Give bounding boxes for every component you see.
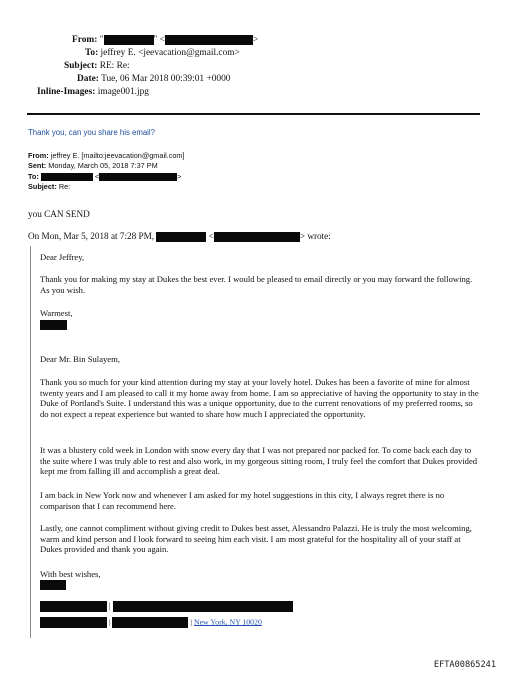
letter-greeting: Dear Mr. Bin Sulayem, bbox=[40, 354, 120, 364]
to-value: jeffrey E. <jeevacation@gmail.com> bbox=[100, 48, 240, 58]
letter-paragraph-4: Lastly, one cannot compliment without giving credit to Dukes best asset, Alessandro Palazzi. He is truly the most welcoming, warm and kind person and I look forward to seeing him each visit. I am most grateful for the hospitality all of your staff at Dukes provided and thank you again. bbox=[40, 523, 472, 555]
inline-images-value: image001.jpg bbox=[97, 87, 149, 97]
quoted-to-gt: > bbox=[177, 171, 182, 181]
letter-closing: With best wishes, bbox=[40, 569, 101, 579]
redaction bbox=[156, 232, 206, 242]
letter-paragraph-3: I am back in New York now and whenever I am asked for my hotel suggestions in this city, I always regret there is no comparison that I can recommend here. bbox=[40, 490, 445, 511]
letter-paragraph-2: It was a blustery cold week in London with snow every day that I was not prepared nor packed for. To come back each day to the suite where I was truly able to rest and also work, in my gorgeous sitting room, I truly feel the comfort that Dukes provided kept me from falling ill and accomplish a great deal. bbox=[40, 445, 478, 477]
quoted-from-value: jeffrey E. [mailto:jeevacation@gmail.com] bbox=[50, 151, 185, 160]
letter-paragraph-1: Thank you so much for your kind attention during my stay at your lovely hotel. Dukes has been a favorite of mine for almost twenty years and I am pleased to call it my home away from home. I am so appreciative of having the opportunity to stay in the Duke of Portland's Suite. I understand this was a unique opportunity, due to the current renovations of my preferred rooms, so do not expect a repeat experience but wanted to share how much I appreciated the opportunity. bbox=[40, 377, 479, 419]
subject-value: RE: Re: bbox=[99, 61, 130, 71]
note-greeting: Dear Jeffrey, bbox=[40, 252, 85, 262]
subject-label: Subject: bbox=[64, 61, 98, 71]
header-from-row bbox=[72, 34, 258, 46]
header-subject-row bbox=[64, 60, 130, 72]
header-date-row bbox=[77, 73, 231, 85]
redaction bbox=[99, 173, 177, 181]
from-label: From: bbox=[72, 35, 98, 45]
quoted-sent-label: Sent: bbox=[28, 161, 47, 171]
date-value: Tue, 06 Mar 2018 00:39:01 +0000 bbox=[101, 74, 231, 84]
quoted-sent-row bbox=[28, 161, 185, 171]
signature-separator: | bbox=[109, 601, 111, 611]
signature-row-2 bbox=[40, 617, 262, 628]
redaction bbox=[165, 35, 253, 45]
header-divider bbox=[27, 113, 480, 115]
wrote-lt: < bbox=[208, 231, 214, 241]
quoted-subject-value: Re: bbox=[58, 182, 71, 192]
wrote-date: On Mon, Mar 5, 2018 at 7:28 PM, bbox=[28, 231, 155, 241]
from-quote-open: " bbox=[99, 35, 104, 45]
date-label: Date: bbox=[77, 74, 99, 84]
quoted-to-label: To: bbox=[28, 171, 39, 181]
quoted-subject-label: Subject: bbox=[28, 182, 57, 192]
redaction bbox=[41, 173, 93, 181]
quoted-subject-row bbox=[28, 182, 185, 192]
redaction bbox=[214, 232, 300, 242]
redaction bbox=[104, 35, 154, 45]
inline-images-label: Inline-Images: bbox=[37, 87, 96, 97]
redaction bbox=[113, 601, 293, 612]
quoted-sent-value: Monday, March 05, 2018 7:37 PM bbox=[48, 161, 158, 171]
redaction bbox=[40, 617, 107, 628]
redaction bbox=[112, 617, 188, 628]
you-can-send-text: you CAN SEND bbox=[28, 209, 90, 219]
redaction bbox=[40, 601, 107, 612]
note-body: Thank you for making my stay at Dukes the best ever. I would be pleased to email directly or you may forward the following. As you wish. bbox=[40, 274, 473, 295]
reply-text: Thank you, can you share his email? bbox=[28, 128, 155, 137]
redaction bbox=[40, 320, 67, 330]
document-id: EFTA00865241 bbox=[433, 660, 496, 670]
quoted-from-row bbox=[28, 151, 185, 161]
signature-row-1 bbox=[40, 601, 293, 612]
header-inline-row bbox=[37, 86, 149, 98]
note-closing: Warmest, bbox=[40, 308, 73, 318]
wrote-suffix: > wrote: bbox=[299, 231, 331, 241]
signature-separator: | bbox=[190, 617, 192, 627]
from-quote-close: " < bbox=[153, 35, 165, 45]
quote-bar bbox=[30, 246, 31, 638]
quoted-from-label: From: bbox=[28, 151, 49, 160]
signature-separator: | bbox=[108, 617, 111, 627]
location-link[interactable]: New York, NY 10020 bbox=[193, 617, 262, 627]
from-close: > bbox=[252, 35, 259, 45]
header-to-row bbox=[85, 47, 240, 59]
redaction bbox=[40, 580, 66, 590]
quoted-to-row bbox=[28, 172, 185, 182]
quoted-to-lt: < bbox=[94, 171, 100, 181]
quoted-header bbox=[28, 151, 185, 193]
to-label: To: bbox=[85, 48, 99, 58]
wrote-line bbox=[28, 231, 331, 242]
